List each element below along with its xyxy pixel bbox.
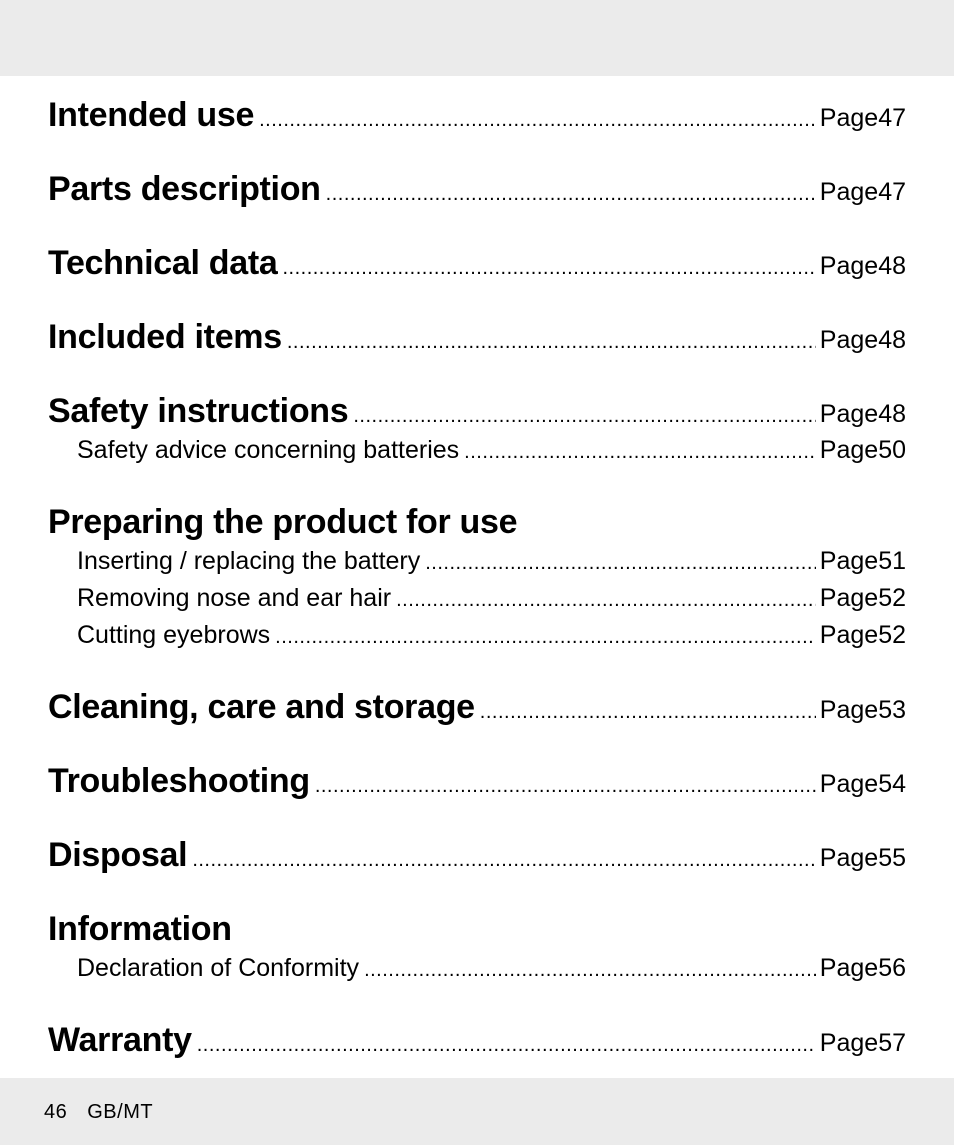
toc-entry-warranty[interactable]: [48, 1021, 906, 1060]
toc-entry-included-items[interactable]: [48, 318, 906, 357]
dot-leader: [464, 441, 816, 464]
dot-leader: [197, 1034, 816, 1057]
page-number: 51: [878, 547, 906, 575]
toc-entry-title: Declaration of Conformity: [77, 954, 360, 982]
toc-entry-intended-use[interactable]: [48, 96, 906, 135]
page-number: 47: [878, 178, 906, 206]
toc-entry-inserting-battery[interactable]: [48, 547, 906, 576]
toc-entry-title: Technical data: [48, 244, 278, 282]
toc-entry-title: Included items: [48, 318, 282, 356]
page-number: 52: [878, 584, 906, 612]
toc-heading-information[interactable]: [48, 910, 906, 949]
dot-leader: [480, 701, 816, 724]
dot-leader: [425, 552, 816, 575]
page-label: Page: [819, 252, 879, 280]
footer-page-number: 46: [44, 1101, 68, 1123]
toc-entry-title: Inserting / replacing the battery: [77, 547, 421, 575]
page-label: Page: [819, 844, 879, 872]
page-label: Page: [819, 104, 879, 132]
toc-entry-title: Safety advice concerning batteries: [77, 436, 460, 464]
toc-entry-safety-advice-batteries[interactable]: [48, 436, 906, 465]
page-label: Page: [819, 547, 879, 575]
page-label: Page: [819, 621, 879, 649]
page-number: 48: [878, 400, 906, 428]
dot-leader: [282, 257, 815, 280]
page-label: Page: [819, 436, 879, 464]
page-number: 52: [878, 621, 906, 649]
page-label: Page: [819, 584, 879, 612]
page-number: 48: [878, 252, 906, 280]
page-number: 54: [878, 770, 906, 798]
page-number: 50: [878, 436, 906, 464]
dot-leader: [353, 405, 815, 428]
page-label: Page: [819, 1029, 879, 1057]
toc-entry-cleaning-care-storage[interactable]: [48, 688, 906, 727]
toc-entry-title: Cutting eyebrows: [77, 621, 271, 649]
toc-entry-title: Removing nose and ear hair: [77, 584, 392, 612]
page-label: Page: [819, 770, 879, 798]
toc-entry-parts-description[interactable]: [48, 170, 906, 209]
toc-entry-title: Cleaning, care and storage: [48, 688, 475, 726]
toc-entry-declaration-of-conformity[interactable]: [48, 954, 906, 983]
page-number: 48: [878, 326, 906, 354]
page-label: Page: [819, 400, 879, 428]
dot-leader: [192, 849, 815, 872]
toc-entry-title: Troubleshooting: [48, 762, 310, 800]
toc-entry-title: Warranty: [48, 1021, 192, 1059]
toc-entry-technical-data[interactable]: [48, 244, 906, 283]
toc-entry-title: Parts description: [48, 170, 321, 208]
header-band: [0, 0, 954, 76]
toc-entry-title: Safety instructions: [48, 392, 349, 430]
dot-leader: [275, 626, 816, 649]
dot-leader: [396, 589, 816, 612]
page-number: 57: [878, 1029, 906, 1057]
toc-entry-safety-instructions[interactable]: [48, 392, 906, 431]
dot-leader: [259, 109, 816, 132]
page-number: 47: [878, 104, 906, 132]
dot-leader: [287, 331, 816, 354]
toc-entry-title: Disposal: [48, 836, 188, 874]
footer-locale: GB/MT: [87, 1101, 154, 1123]
dot-leader: [364, 959, 816, 982]
page-number: 56: [878, 954, 906, 982]
dot-leader: [326, 183, 816, 206]
toc-entry-title: Intended use: [48, 96, 255, 134]
page-number: 53: [878, 696, 906, 724]
page-label: Page: [819, 178, 879, 206]
toc-entry-cutting-eyebrows[interactable]: [48, 621, 906, 650]
toc-entry-troubleshooting[interactable]: [48, 762, 906, 801]
toc-section-heading: Information: [48, 910, 232, 948]
page-label: Page: [819, 696, 879, 724]
footer: [44, 1101, 173, 1124]
toc-section-heading: Preparing the product for use: [48, 503, 518, 541]
toc-entry-disposal[interactable]: [48, 836, 906, 875]
page-label: Page: [819, 954, 879, 982]
toc-entry-removing-nose-ear-hair[interactable]: [48, 584, 906, 613]
page-number: 55: [878, 844, 906, 872]
page-label: Page: [819, 326, 879, 354]
toc-heading-preparing-product[interactable]: [48, 503, 906, 542]
dot-leader: [315, 775, 816, 798]
